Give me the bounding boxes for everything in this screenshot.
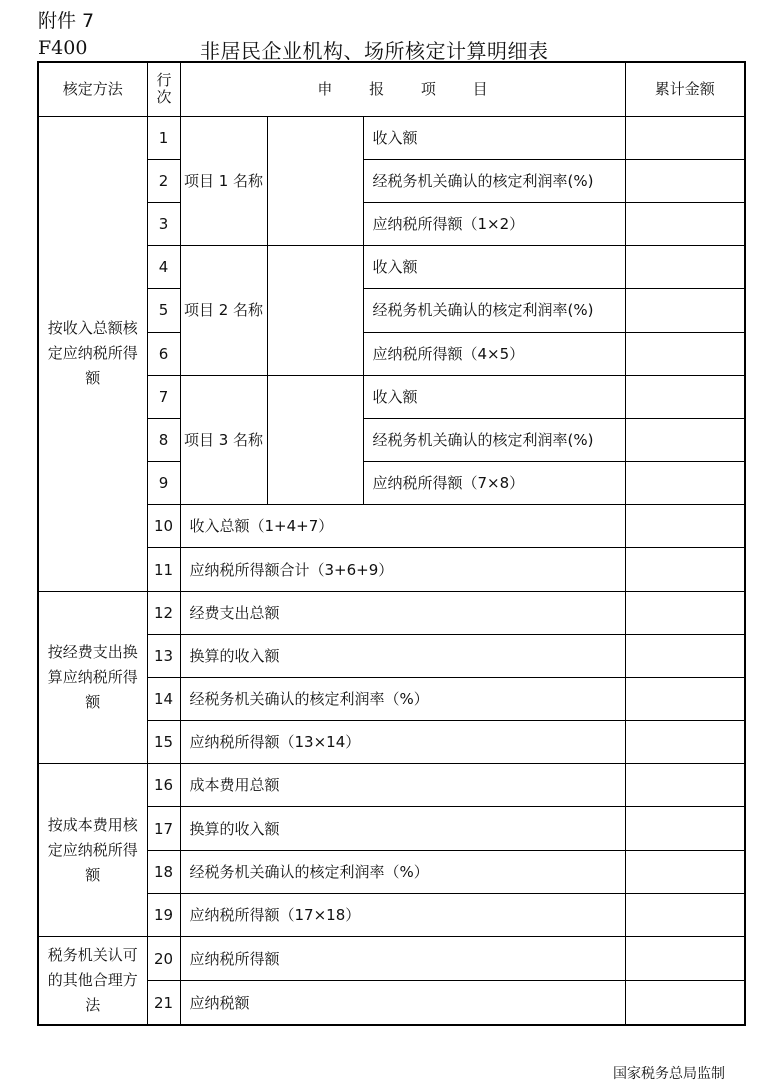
- amount-cell[interactable]: [625, 548, 745, 591]
- header-method: 核定方法: [38, 62, 147, 116]
- project-3-blank[interactable]: [267, 375, 363, 505]
- row-number: 8: [147, 418, 180, 461]
- method-other: 税务机关认可的其他合理方法: [38, 936, 147, 1025]
- method-expense: 按经费支出换算应纳税所得额: [38, 591, 147, 764]
- row-item: 经费支出总额: [180, 591, 625, 634]
- amount-cell[interactable]: [625, 289, 745, 332]
- row-number: 7: [147, 375, 180, 418]
- row-number: 19: [147, 893, 180, 936]
- row-number: 3: [147, 203, 180, 246]
- amount-cell[interactable]: [625, 850, 745, 893]
- header-amount: 累计金额: [625, 62, 745, 116]
- attachment-label: 附件 7: [38, 10, 95, 32]
- form-table: [37, 61, 746, 1026]
- amount-cell[interactable]: [625, 332, 745, 375]
- amount-cell[interactable]: [625, 203, 745, 246]
- header-row: [38, 62, 745, 116]
- row-item: 成本费用总额: [180, 764, 625, 807]
- amount-cell[interactable]: [625, 246, 745, 289]
- footer-issuer: 国家税务总局监制: [613, 1066, 725, 1082]
- row-number: 13: [147, 634, 180, 677]
- row-item: 收入额: [363, 246, 625, 289]
- row-number: 12: [147, 591, 180, 634]
- row-number: 9: [147, 462, 180, 505]
- page-title: 非居民企业机构、场所核定计算明细表: [200, 39, 549, 63]
- row-item: 经税务机关确认的核定利润率（%）: [180, 850, 625, 893]
- row-number: 11: [147, 548, 180, 591]
- amount-cell[interactable]: [625, 116, 745, 159]
- project-1-name: 项目 1 名称: [180, 116, 267, 246]
- row-number: 18: [147, 850, 180, 893]
- row-item: 应纳税所得额合计（3+6+9）: [180, 548, 625, 591]
- amount-cell[interactable]: [625, 981, 745, 1025]
- row-item: 经税务机关确认的核定利润率(%): [363, 418, 625, 461]
- table-row: [38, 764, 745, 807]
- row-number: 14: [147, 677, 180, 720]
- project-3-name: 项目 3 名称: [180, 375, 267, 505]
- row-item: 应纳税所得额（4×5）: [363, 332, 625, 375]
- amount-cell[interactable]: [625, 677, 745, 720]
- row-item: 应纳税所得额（13×14）: [180, 721, 625, 764]
- row-number: 16: [147, 764, 180, 807]
- project-2-name: 项目 2 名称: [180, 246, 267, 376]
- row-item: 经税务机关确认的核定利润率(%): [363, 159, 625, 202]
- amount-cell[interactable]: [625, 375, 745, 418]
- amount-cell[interactable]: [625, 505, 745, 548]
- row-item: 收入额: [363, 116, 625, 159]
- form-code: F400: [38, 37, 88, 59]
- table-row: [38, 936, 745, 980]
- table-row: [38, 591, 745, 634]
- row-number: 10: [147, 505, 180, 548]
- amount-cell[interactable]: [625, 936, 745, 980]
- project-2-blank[interactable]: [267, 246, 363, 376]
- method-income-total: 按收入总额核定应纳税所得额: [38, 116, 147, 591]
- row-item: 应纳税额: [180, 981, 625, 1025]
- amount-cell[interactable]: [625, 418, 745, 461]
- method-cost: 按成本费用核定应纳税所得额: [38, 764, 147, 937]
- row-number: 6: [147, 332, 180, 375]
- row-item: 收入额: [363, 375, 625, 418]
- header-item: 申 报 项 目: [180, 62, 625, 116]
- row-number: 21: [147, 981, 180, 1025]
- amount-cell[interactable]: [625, 634, 745, 677]
- amount-cell[interactable]: [625, 591, 745, 634]
- row-number: 17: [147, 807, 180, 850]
- row-item: 应纳税所得额（1×2）: [363, 203, 625, 246]
- row-number: 1: [147, 116, 180, 159]
- header-row-no: 行次: [147, 62, 180, 116]
- row-item: 换算的收入额: [180, 807, 625, 850]
- row-item: 应纳税所得额: [180, 936, 625, 980]
- amount-cell[interactable]: [625, 764, 745, 807]
- row-item: 换算的收入额: [180, 634, 625, 677]
- row-item: 经税务机关确认的核定利润率(%): [363, 289, 625, 332]
- row-number: 15: [147, 721, 180, 764]
- amount-cell[interactable]: [625, 807, 745, 850]
- amount-cell[interactable]: [625, 462, 745, 505]
- row-item: 应纳税所得额（7×8）: [363, 462, 625, 505]
- table-row: [38, 116, 745, 159]
- row-number: 4: [147, 246, 180, 289]
- row-item: 收入总额（1+4+7）: [180, 505, 625, 548]
- project-1-blank[interactable]: [267, 116, 363, 246]
- amount-cell[interactable]: [625, 159, 745, 202]
- row-number: 2: [147, 159, 180, 202]
- row-number: 5: [147, 289, 180, 332]
- amount-cell[interactable]: [625, 893, 745, 936]
- amount-cell[interactable]: [625, 721, 745, 764]
- row-number: 20: [147, 936, 180, 980]
- row-item: 经税务机关确认的核定利润率（%）: [180, 677, 625, 720]
- row-item: 应纳税所得额（17×18）: [180, 893, 625, 936]
